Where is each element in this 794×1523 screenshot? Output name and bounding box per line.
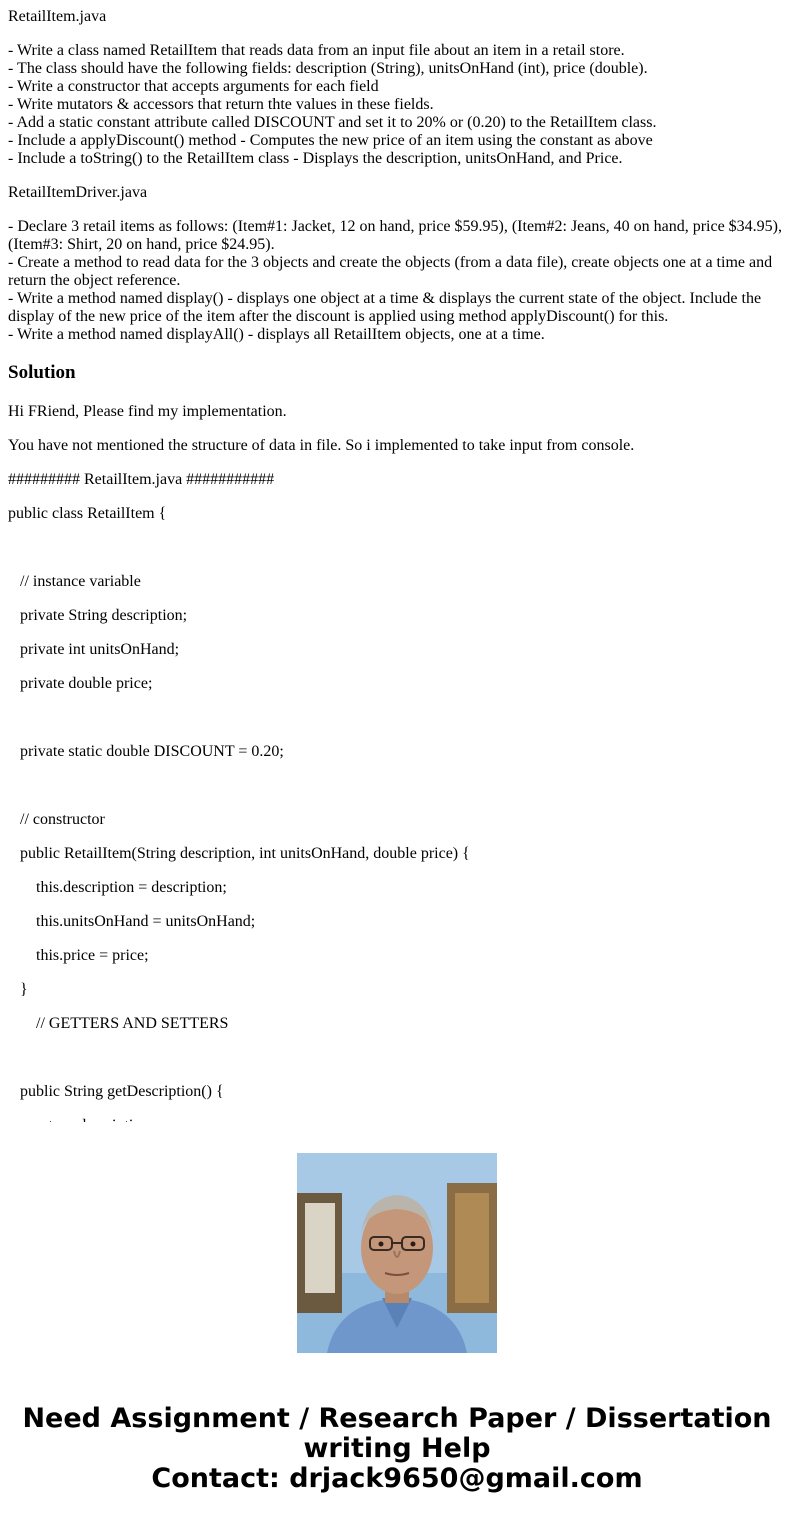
promo-headline-continued: writing Help xyxy=(303,1433,491,1464)
question-point: - Write a method named display() - displays one object at a time & displays the current state of the object. Include the display of the new price of the item after the discount is applied using method applyDiscount() for this. xyxy=(8,290,762,325)
question-point: - Declare 3 retail items as follows: (Item#1: Jacket, 12 on hand, price $59.95), (Item#2: Jeans, 40 on hand, price $34.95), (Item#3: Shirt, 20 on hand, price $24.95). xyxy=(8,218,782,253)
question-file2-title: RetailItemDriver.java xyxy=(8,184,148,201)
question-point: - Write mutators & accessors that return thte values in these fields. xyxy=(8,96,434,113)
code-line: private int unitsOnHand; xyxy=(20,641,180,658)
code-line: private double price; xyxy=(20,675,153,692)
question-point: - Add a static constant attribute called DISCOUNT and set it to 20% or (0.20) to the RetailItem class. xyxy=(8,114,657,131)
code-line: this.description = description; xyxy=(36,879,227,896)
question-point: - Include a applyDiscount() method - Computes the new price of an item using the constant as above xyxy=(8,132,653,149)
avatar xyxy=(297,1153,497,1353)
question-point: - Write a method named displayAll() - displays all RetailItem objects, one at a time. xyxy=(8,326,545,343)
solution-intro-note: You have not mentioned the structure of data in file. So i implemented to take input from console. xyxy=(8,437,635,454)
question-file1-title: RetailItem.java xyxy=(8,8,107,25)
code-line: this.price = price; xyxy=(36,947,149,964)
solution-heading: Solution xyxy=(8,362,76,383)
question-point: - Write a constructor that accepts arguments for each field xyxy=(8,78,379,95)
question-point: - Write a class named RetailItem that reads data from an input file about an item in a retail store. xyxy=(8,42,625,59)
code-line: private static double DISCOUNT = 0.20; xyxy=(20,743,284,760)
code-comment: // instance variable xyxy=(20,573,141,590)
code-line: public RetailItem(String description, int unitsOnHand, double price) { xyxy=(20,845,470,862)
code-line: private String description; xyxy=(20,607,188,624)
question-point: - Include a toString() to the RetailItem class - Displays the description, unitsOnHand, and Price. xyxy=(8,150,623,167)
code-line: public class RetailItem { xyxy=(8,505,167,522)
code-line: this.unitsOnHand = unitsOnHand; xyxy=(36,913,256,930)
code-line: public String getDescription() { xyxy=(20,1083,224,1100)
promo-contact-email: Contact: drjack9650@gmail.com xyxy=(151,1463,643,1494)
question-point: - The class should have the following fields: description (String), unitsOnHand (int), price (double). xyxy=(8,60,648,77)
question-file2-points xyxy=(8,218,786,344)
solution-file-marker: ######### RetailItem.java ########### xyxy=(8,471,275,488)
question-point: - Create a method to read data for the 3 objects and create the objects (from a data file), create objects one at a time and return the object reference. xyxy=(8,254,773,289)
code-line: } xyxy=(20,981,28,998)
person-portrait-icon xyxy=(297,1153,497,1353)
promo-headline: Need Assignment / Research Paper / Dissertation xyxy=(22,1403,772,1434)
code-comment: // GETTERS AND SETTERS xyxy=(36,1015,229,1032)
code-comment: // constructor xyxy=(20,811,105,828)
document-content xyxy=(8,0,786,1122)
solution-intro-greeting: Hi FRiend, Please find my implementation. xyxy=(8,403,287,420)
question-file1-points xyxy=(8,42,786,168)
